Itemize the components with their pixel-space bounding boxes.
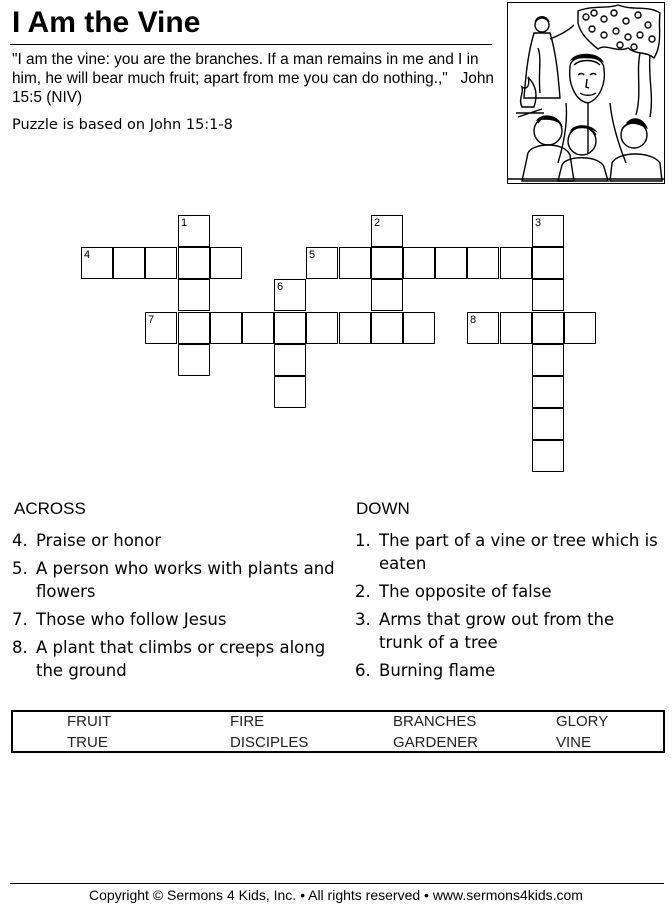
crossword-cell[interactable] xyxy=(403,312,435,344)
jesus-and-disciples-under-vine-illustration xyxy=(507,2,665,184)
clue-number: 2. xyxy=(355,582,371,601)
crossword-cell[interactable] xyxy=(178,279,210,311)
crossword-cell[interactable] xyxy=(564,312,596,344)
crossword-cell[interactable] xyxy=(532,408,564,440)
crossword-cell[interactable] xyxy=(145,247,177,279)
clue-text: The opposite of false xyxy=(379,582,552,601)
word-bank-word: FIRE xyxy=(230,713,265,730)
crossword-cell[interactable] xyxy=(178,312,210,344)
crossword-cell[interactable] xyxy=(274,376,306,408)
crossword-cell[interactable] xyxy=(210,312,242,344)
clue-down-1 xyxy=(355,529,660,575)
clue-across-7 xyxy=(12,608,342,631)
illustration-drawing xyxy=(508,3,664,183)
crossword-cell[interactable] xyxy=(532,312,564,344)
crossword-cell[interactable] xyxy=(274,279,306,311)
clue-number: 8. xyxy=(12,638,28,657)
crossword-cell[interactable] xyxy=(274,312,306,344)
crossword-cell[interactable] xyxy=(306,247,338,279)
clue-number-label: 1 xyxy=(181,217,188,229)
clue-number: 7. xyxy=(12,610,28,629)
clue-text: Burning flame xyxy=(379,661,496,680)
crossword-cell[interactable] xyxy=(81,247,113,279)
clue-number-label: 4 xyxy=(84,249,91,261)
clue-number-label: 6 xyxy=(277,281,284,293)
crossword-cell[interactable] xyxy=(435,247,467,279)
scripture-quote xyxy=(12,50,496,107)
clue-text: Those who follow Jesus xyxy=(36,610,227,629)
crossword-cell[interactable] xyxy=(371,247,403,279)
crossword-cell[interactable] xyxy=(371,215,403,247)
clue-number-label: 8 xyxy=(470,314,477,326)
word-bank-word: GARDENER xyxy=(393,734,479,751)
clue-down-3 xyxy=(355,608,660,654)
clue-text: A plant that climbs or creeps along the ground xyxy=(36,638,326,680)
crossword-cell[interactable] xyxy=(210,247,242,279)
clue-number-label: 5 xyxy=(309,249,316,261)
across-heading: ACROSS xyxy=(14,499,86,518)
word-bank xyxy=(11,710,665,753)
crossword-cell[interactable] xyxy=(178,247,210,279)
clue-text: Arms that grow out from the trunk of a tree xyxy=(379,610,615,652)
crossword-cell[interactable] xyxy=(178,344,210,376)
puzzle-source-note: Puzzle is based on John 15:1-8 xyxy=(12,117,233,133)
clue-number: 4. xyxy=(12,531,28,550)
word-bank-word: VINE xyxy=(556,734,592,751)
clue-number: 1. xyxy=(355,531,371,550)
clue-text: A person who works with plants and flowers xyxy=(36,559,335,601)
crossword-cell[interactable] xyxy=(242,312,274,344)
title-divider xyxy=(10,44,492,45)
clue-down-6 xyxy=(355,659,660,682)
word-bank-word: BRANCHES xyxy=(393,713,477,730)
clue-number-label: 2 xyxy=(374,217,381,229)
crossword-cell[interactable] xyxy=(371,312,403,344)
crossword-cell[interactable] xyxy=(113,247,145,279)
down-heading: DOWN xyxy=(356,499,410,518)
quote-reference: John 15:5 (NIV) xyxy=(12,70,494,106)
crossword-cell[interactable] xyxy=(274,344,306,376)
crossword-cell[interactable] xyxy=(403,247,435,279)
clue-across-5 xyxy=(12,557,342,603)
clue-number: 5. xyxy=(12,559,28,578)
footer-divider xyxy=(10,883,664,884)
crossword-cell[interactable] xyxy=(467,247,499,279)
clue-number: 6. xyxy=(355,661,371,680)
crossword-cell[interactable] xyxy=(532,376,564,408)
clue-across-8 xyxy=(12,636,342,682)
clue-number-label: 3 xyxy=(535,217,542,229)
word-bank-word: TRUE xyxy=(67,734,108,751)
word-bank-word: GLORY xyxy=(556,713,609,730)
crossword-cell[interactable] xyxy=(532,344,564,376)
crossword-cell[interactable] xyxy=(339,247,371,279)
copyright-footer: Copyright © Sermons 4 Kids, Inc. • All rights reserved • www.sermons4kids.com xyxy=(89,887,583,903)
across-clues xyxy=(12,529,342,687)
clue-number-label: 7 xyxy=(148,314,155,326)
crossword-cell[interactable] xyxy=(532,215,564,247)
crossword-cell[interactable] xyxy=(371,279,403,311)
word-bank-word: FRUIT xyxy=(67,713,112,730)
crossword-cell[interactable] xyxy=(467,312,499,344)
crossword-cell[interactable] xyxy=(532,279,564,311)
clue-number: 3. xyxy=(355,610,371,629)
clue-text: The part of a vine or tree which is eaten xyxy=(379,531,658,573)
crossword-cell[interactable] xyxy=(532,247,564,279)
crossword-cell[interactable] xyxy=(532,440,564,472)
clue-across-4 xyxy=(12,529,342,552)
crossword-cell[interactable] xyxy=(500,312,532,344)
crossword-cell[interactable] xyxy=(306,312,338,344)
crossword-cell[interactable] xyxy=(339,312,371,344)
down-clues xyxy=(355,529,660,687)
clue-down-2 xyxy=(355,580,660,603)
quote-text: "I am the vine: you are the branches. If a man remains in me and I in him, he will bear much fruit; apart from me you can do nothing.," xyxy=(12,51,479,87)
puzzle-title: I Am the Vine xyxy=(12,6,201,39)
crossword-cell[interactable] xyxy=(178,215,210,247)
crossword-cell[interactable] xyxy=(145,312,177,344)
word-bank-word: DISCIPLES xyxy=(230,734,309,751)
clue-text: Praise or honor xyxy=(36,531,162,550)
crossword-cell[interactable] xyxy=(500,247,532,279)
